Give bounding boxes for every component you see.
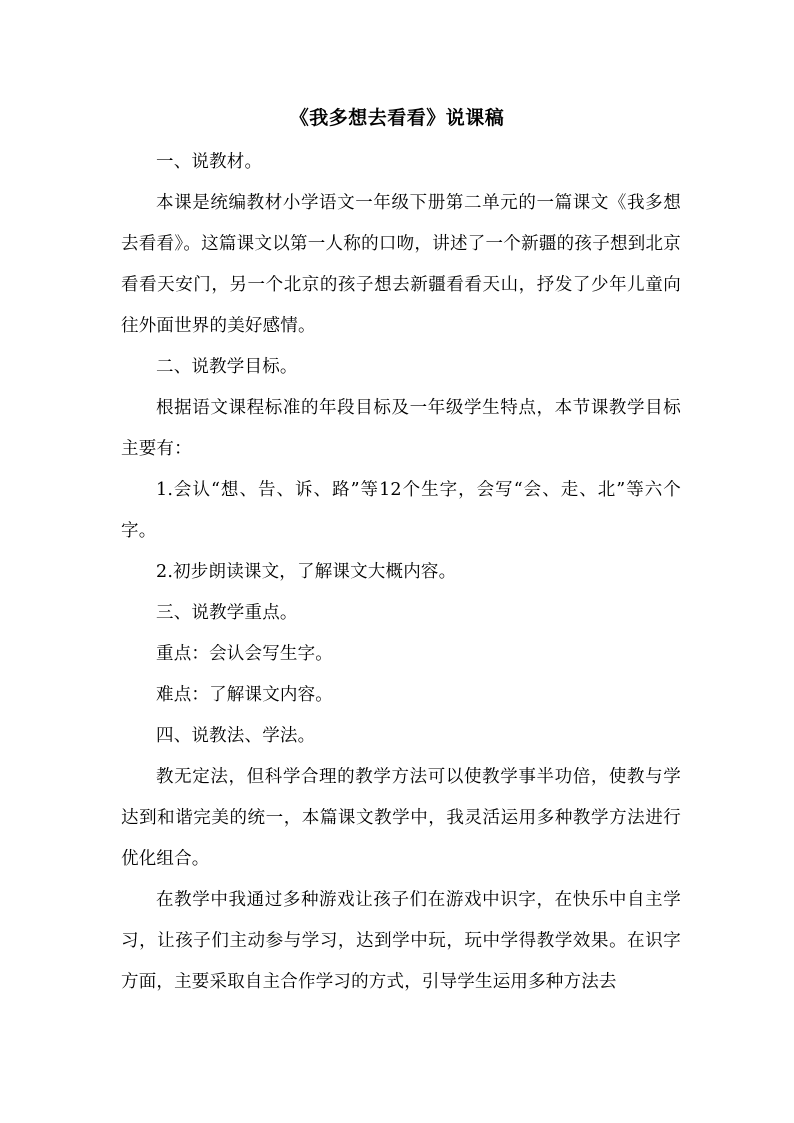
goal-item-1: 1.会认“想、告、诉、路”等12个生字，会写“会、走、北”等六个字。 bbox=[121, 480, 681, 541]
key-point: 重点：会认会写生字。 bbox=[156, 644, 333, 664]
heading-methods: 四、说教法、学法。 bbox=[156, 726, 316, 746]
paragraph-methods-2: 在教学中我通过多种游戏让孩子们在游戏中识字，在快乐中自主学习，让孩子们主动参与学习，达到学中玩，玩中学得教学效果。在识字方面，主要采取自主合作学习的方式，引导学生运用多种方法去 bbox=[121, 890, 681, 992]
paragraph-goals-intro: 根据语文课程标准的年段目标及一年级学生特点，本节课教学目标主要有： bbox=[121, 398, 681, 459]
paragraph-methods-1: 教无定法，但科学合理的教学方法可以使教学事半功倍，使教与学达到和谐完美的统一，本篇课文教学中，我灵活运用多种教学方法进行优化组合。 bbox=[121, 767, 681, 869]
heading-teaching-material: 一、说教材。 bbox=[156, 152, 263, 172]
difficult-point: 难点：了解课文内容。 bbox=[156, 685, 333, 705]
goal-item-2: 2.初步朗读课文，了解课文大概内容。 bbox=[156, 562, 457, 582]
heading-key-points: 三、说教学重点。 bbox=[156, 603, 298, 623]
heading-teaching-goals: 二、说教学目标。 bbox=[156, 357, 298, 377]
paragraph-material-intro: 本课是统编教材小学语文一年级下册第二单元的一篇课文《我多想去看看》。这篇课文以第一人称的口吻，讲述了一个新疆的孩子想到北京看看天安门，另一个北京的孩子想去新疆看看天山，抒发了少年儿童向往外面世界的美好感情。 bbox=[121, 193, 681, 336]
document-body bbox=[121, 142, 681, 1003]
document-title: 《我多想去看看》说课稿 bbox=[289, 107, 505, 129]
